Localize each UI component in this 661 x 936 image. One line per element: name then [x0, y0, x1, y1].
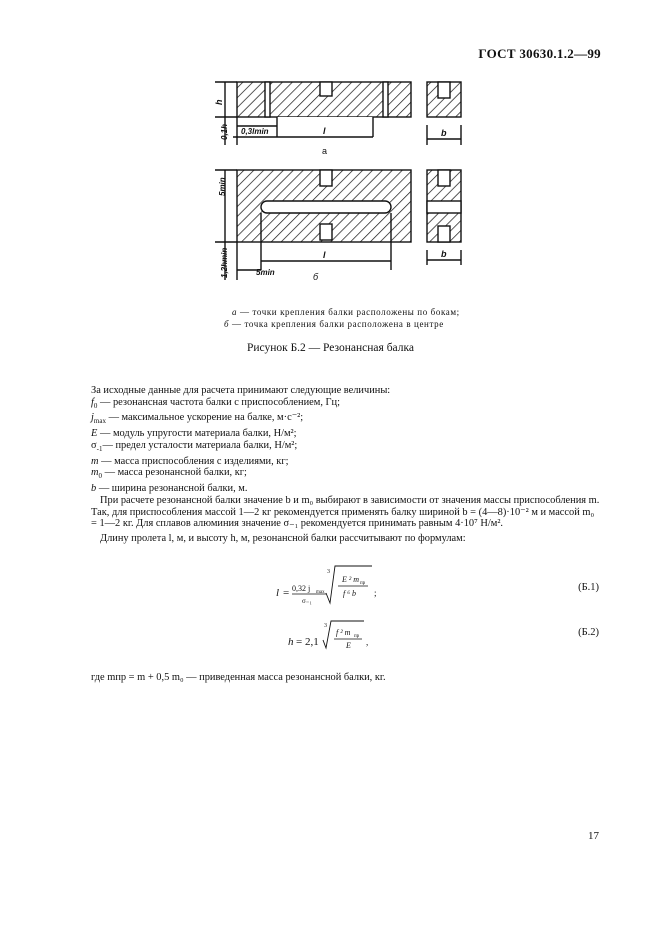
def-m: m — масса приспособления с изделиями, кг; — [91, 455, 289, 467]
def-sigma: $\sigma_{-1}—$ предел усталости материала балки, Н/м²; — [91, 439, 298, 454]
eq2-number: (Б.2) — [578, 627, 599, 638]
para-selection: При расчете резонансной балки значение b и m₀ выбирают в зависимости от значения массы приспособления m. Так, для приспособления массой 1—2 кг рекомендуется применять балку шириной b = (4—8)·10⁻² м и массой m₀ = 1—2 кг. Для сплавов алюминия значение σ₋₁ рекомендуется принимать равным 4·10⁷ Н/м². — [91, 494, 600, 530]
svg-text:max: max — [316, 590, 325, 595]
label-01h: 0,1h — [220, 123, 229, 140]
caption-b-text: — точка крепления балки расположена в центре — [232, 319, 444, 329]
where-line: где mпр = m + 0,5 m₀ — приведенная масса резонансной балки, кг. — [91, 672, 386, 683]
label-v: б — [313, 272, 319, 282]
svg-text:,: , — [366, 637, 369, 647]
caption-b — [224, 319, 444, 329]
label-b-top: b — [441, 128, 447, 138]
svg-text:f ⁶ b: f ⁶ b — [343, 589, 357, 598]
label-12hmin: 1,2hmin — [220, 247, 229, 278]
caption-a — [232, 307, 460, 317]
formula-b2 — [286, 618, 386, 658]
def-f0: $f_0$ — резонансная частота балки с приспособлением, Гц; — [91, 396, 340, 410]
svg-text:;: ; — [374, 588, 377, 598]
svg-text:пр: пр — [354, 634, 360, 639]
svg-text:пр: пр — [360, 581, 366, 586]
label-5min: 5min — [256, 268, 275, 277]
label-b-bottom: b — [441, 249, 447, 259]
def-E: E — модуль упругости материала балки, Н/м²; — [91, 428, 297, 440]
svg-text:h: h — [288, 636, 294, 648]
standard-header: ГОСТ 30630.1.2—99 — [478, 46, 601, 61]
beam-figure — [205, 70, 475, 285]
label-l-bottom: l — [323, 250, 326, 260]
label-a: а — [322, 146, 328, 156]
caption-a-letter: а — [232, 307, 238, 317]
caption-b-letter: б — [224, 319, 230, 329]
definitions — [91, 385, 601, 545]
intro-line: За исходные данные для расчета принимают следующие величины: — [91, 385, 391, 396]
caption-a-text: — точки крепления балки расположены по бокам; — [239, 307, 460, 317]
svg-text:f ² m: f ² m — [336, 628, 351, 637]
page-number: 17 — [588, 830, 599, 842]
svg-text:E ² m: E ² m — [342, 575, 360, 584]
svg-text:E: E — [346, 641, 351, 650]
svg-text:0,32 j: 0,32 j — [292, 584, 311, 593]
svg-text:3: 3 — [324, 623, 327, 629]
eq1-number: (Б.1) — [578, 582, 599, 593]
formula-b1 — [272, 563, 402, 613]
label-5min-h: 5min — [218, 177, 227, 196]
svg-text:=: = — [283, 587, 290, 599]
para-formulas: Длину пролета l, м, и высоту h, м, резонансной балки рассчитывают по формулам: — [100, 533, 466, 545]
def-m0: $m_0$ — масса резонансной балки, кг; — [91, 467, 247, 481]
svg-text:= 2,1: = 2,1 — [296, 636, 319, 648]
svg-text:l: l — [276, 587, 280, 599]
def-jmax: $j_{max}$ — максимальное ускорение на балке, м·с⁻²; — [91, 412, 304, 426]
svg-text:3: 3 — [327, 569, 330, 575]
label-03lmin: 0,3lmin — [241, 127, 269, 136]
label-l-top: l — [323, 126, 326, 136]
svg-text:σ₋₁: σ₋₁ — [302, 597, 312, 605]
figure-title: Рисунок Б.2 — Резонансная балка — [246, 342, 415, 354]
label-h-top: h — [214, 99, 224, 105]
def-b: b — ширина резонансной балки, м. — [91, 483, 248, 495]
